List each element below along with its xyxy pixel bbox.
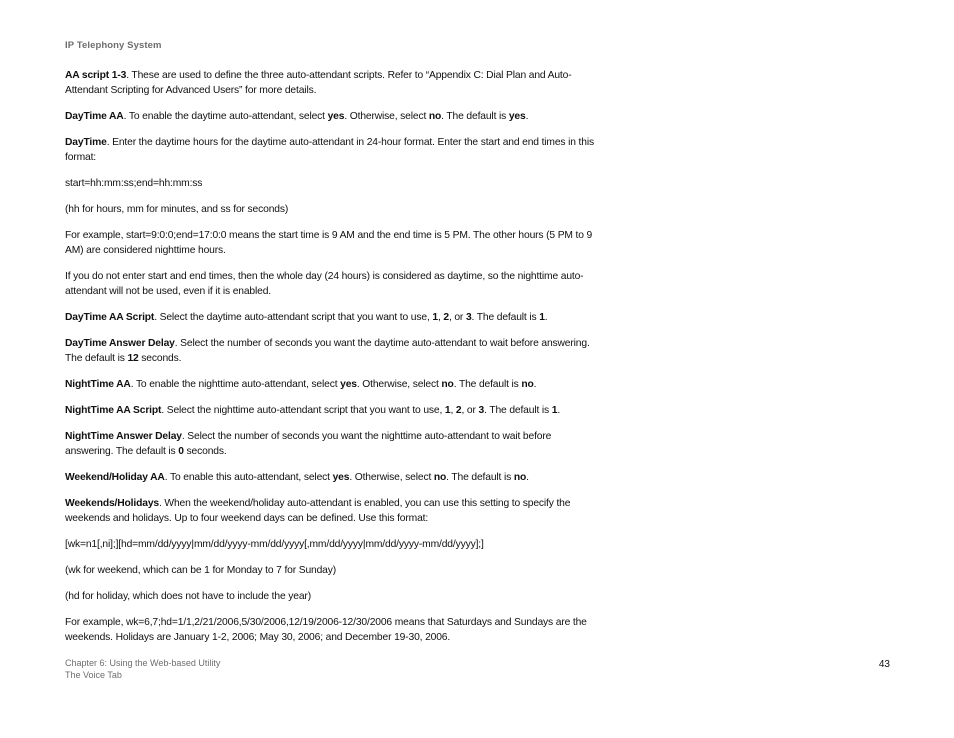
text-run: . The default is — [446, 472, 514, 483]
bold-term: DayTime AA Script — [65, 312, 155, 323]
text-run: . The default is — [484, 405, 552, 416]
bold-term: AA script 1-3 — [65, 70, 127, 81]
text-run: (hh for hours, mm for minutes, and ss for seconds) — [65, 204, 289, 215]
paragraph — [65, 429, 595, 459]
text-run: . — [544, 312, 548, 323]
bold-term: DayTime — [65, 137, 107, 148]
paragraph — [65, 377, 595, 392]
paragraph — [65, 496, 595, 526]
text-run: . — [526, 472, 529, 483]
running-header: IP Telephony System — [65, 40, 162, 51]
bold-term: 3 — [465, 312, 472, 323]
text-run: . The default is — [453, 379, 522, 390]
text-run: . Select the number of seconds you want the nighttime auto-attendant to wait before answering. The default is — [65, 431, 552, 457]
bold-term: DayTime AA — [65, 111, 124, 122]
bold-term: no — [428, 111, 442, 122]
bold-term: 0 — [178, 446, 184, 457]
paragraph — [65, 563, 595, 578]
text-run: . The default is — [471, 312, 540, 323]
document-body — [65, 68, 595, 656]
text-run: For example, start=9:0:0;end=17:0:0 means the start time is 9 AM and the end time is 5 PM. The other hours (5 PM to 9 AM) are considered nighttime hours. — [65, 230, 593, 256]
paragraph — [65, 336, 595, 366]
text-run: . Select the nighttime auto-attendant script that you want to use, — [161, 405, 445, 416]
text-run: . — [557, 405, 561, 416]
paragraph — [65, 68, 595, 98]
bold-term: yes — [327, 111, 345, 122]
text-run: . To enable the daytime auto-attendant, select — [123, 111, 328, 122]
bold-term: yes — [340, 379, 357, 390]
paragraph — [65, 589, 595, 604]
text-run: . These are used to define the three auto-attendant scripts. Refer to “Appendix C: Dial Plan and Auto-Attendant Scripting for Advanced Users” for more details. — [65, 70, 572, 96]
bold-term: NightTime AA Script — [65, 405, 162, 416]
bold-term: Weekends/Holidays — [65, 498, 159, 509]
bold-term: no — [441, 379, 454, 390]
text-run: seconds. — [183, 446, 227, 457]
bold-term: 12 — [127, 353, 139, 364]
bold-term: 1 — [551, 405, 558, 416]
paragraph — [65, 228, 595, 258]
bold-term: NightTime Answer Delay — [65, 431, 182, 442]
text-run: , — [450, 405, 456, 416]
paragraph — [65, 109, 595, 124]
bold-term: no — [433, 472, 447, 483]
text-run: . Select the number of seconds you want the daytime auto-attendant to wait before answering. The default is — [65, 338, 590, 364]
bold-term: 1 — [432, 312, 438, 323]
text-run: start=hh:mm:ss;end=hh:mm:ss — [65, 178, 203, 189]
bold-term: 1 — [539, 312, 545, 323]
footer — [65, 658, 220, 681]
paragraph — [65, 269, 595, 299]
bold-term: yes — [332, 472, 350, 483]
text-run: , or — [448, 312, 466, 323]
text-run: , — [437, 312, 444, 323]
paragraph — [65, 537, 595, 552]
page-number: 43 — [878, 659, 890, 670]
paragraph — [65, 403, 595, 418]
text-run: . — [525, 111, 529, 122]
text-run: [wk=n1[,ni];][hd=mm/dd/yyyy|mm/dd/yyyy-mm/dd/yyyy[,mm/dd/yyyy|mm/dd/yyyy-mm/dd/yyyy];] — [65, 539, 484, 550]
paragraph — [65, 176, 595, 191]
text-run: . The default is — [441, 111, 509, 122]
text-run: . To enable the nighttime auto-attendant, select — [130, 379, 341, 390]
bold-term: Weekend/Holiday AA — [65, 472, 165, 483]
bold-term: 2 — [455, 405, 462, 416]
text-run: . Select the daytime auto-attendant script that you want to use, — [154, 312, 433, 323]
paragraph — [65, 615, 595, 645]
text-run: (wk for weekend, which can be 1 for Monday to 7 for Sunday) — [65, 565, 337, 576]
bold-term: NightTime AA — [65, 379, 131, 390]
bold-term: 1 — [444, 405, 451, 416]
bold-term: 2 — [443, 312, 449, 323]
text-run: For example, wk=6,7;hd=1/1,2/21/2006,5/30/2006,12/19/2006-12/30/2006 means that Saturdays and Sundays are the weekends. Holidays are January 1-2, 2006; May 30, 2006; and December 19-30, 2006. — [65, 617, 587, 643]
bold-term: no — [521, 379, 534, 390]
paragraph — [65, 202, 595, 217]
text-run: . Otherwise, select — [349, 472, 434, 483]
paragraph — [65, 135, 595, 165]
text-run: If you do not enter start and end times, then the whole day (24 hours) is considered as daytime, so the nighttime auto-attendant will not be used, even if it is enabled. — [65, 271, 584, 297]
text-run: . Otherwise, select — [344, 111, 429, 122]
text-run: . To enable this auto-attendant, select — [164, 472, 333, 483]
text-run: (hd for holiday, which does not have to include the year) — [65, 591, 311, 602]
text-run: seconds. — [138, 353, 182, 364]
text-run: . — [533, 379, 537, 390]
text-run: . Enter the daytime hours for the daytime auto-attendant in 24-hour format. Enter the start and end times in this format: — [65, 137, 594, 163]
bold-term: no — [513, 472, 527, 483]
bold-term: DayTime Answer Delay — [65, 338, 175, 349]
paragraph — [65, 470, 595, 485]
footer-chapter: Chapter 6: Using the Web-based Utility — [65, 658, 221, 668]
text-run: , or — [461, 405, 479, 416]
bold-term: yes — [508, 111, 526, 122]
bold-term: 3 — [478, 405, 485, 416]
text-run: . Otherwise, select — [356, 379, 442, 390]
text-run: . When the weekend/holiday auto-attendant is enabled, you can use this setting to specify the weekends and holidays. Up to four weekend days can be defined. Use this format: — [65, 498, 571, 524]
paragraph — [65, 310, 595, 325]
footer-section: The Voice Tab — [65, 669, 122, 680]
